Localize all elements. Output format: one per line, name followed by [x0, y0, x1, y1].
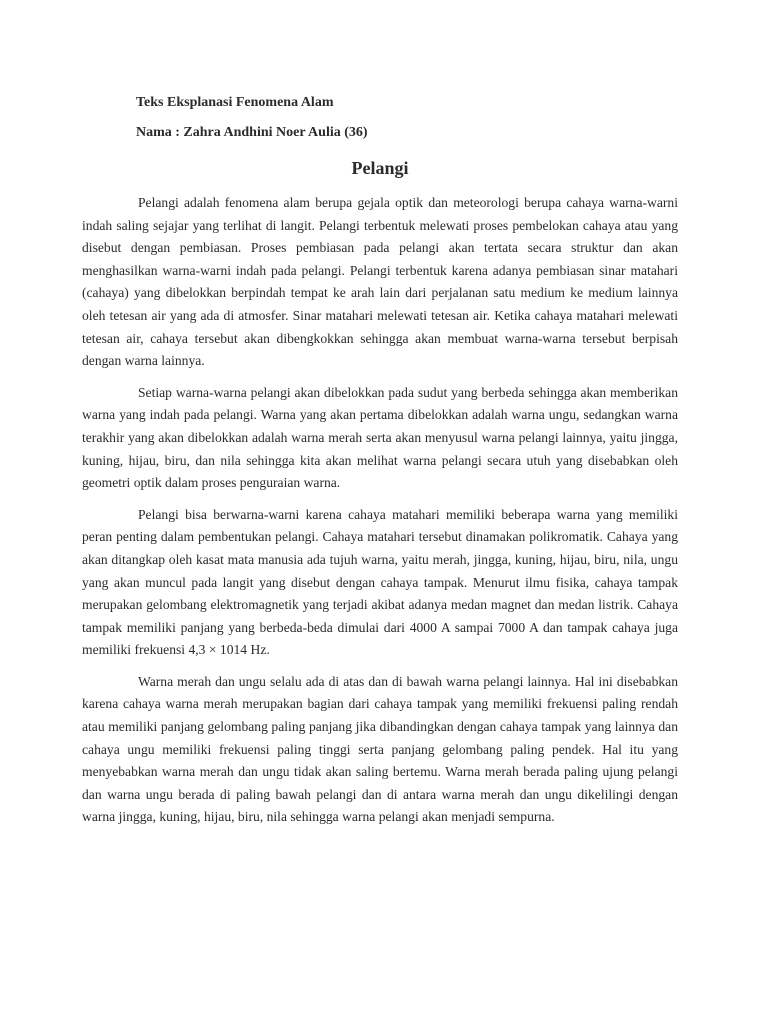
paragraph-4: Warna merah dan ungu selalu ada di atas dan di bawah warna pelangi lainnya. Hal ini disebabkan karena cahaya warna merah merupakan bagian dari cahaya tampak yang memiliki frekuensi paling rendah atau memiliki panjang gelombang paling panjang jika dibandingkan dengan cahaya tampak yang lainnya dan cahaya ungu memiliki frekuensi paling tinggi serta panjang gelombang paling pendek. Hal itu yang menyebabkan warna merah dan ungu tidak akan saling bertemu. Warna merah berada paling ujung pelangi dan warna ungu berada di paling bawah pelangi dan di antara warna merah dan ungu dikelilingi dengan warna jingga, kuning, hijau, biru, nila sehingga warna pelangi akan menjadi sempurna.	[82, 673, 678, 825]
document-body	[82, 92, 678, 838]
document-title: Pelangi	[351, 158, 409, 178]
paragraph-3: Pelangi bisa berwarna-warni karena cahaya matahari memiliki beberapa warna yang memiliki peran penting dalam pembentukan pelangi. Cahaya matahari tersebut dinamakan polikromatik. Cahaya yang akan ditangkap oleh kasat mata manusia ada tujuh warna, yaitu merah, jingga, kuning, hijau, biru, nila, ungu yang akan muncul pada langit yang disebut dengan cahaya tampak. Menurut ilmu fisika, cahaya tampak merupakan gelombang elektromagnetik yang terjadi akibat adanya medan magnet dan medan listrik. Cahaya tampak memiliki panjang yang berbeda-beda dimulai dari 4000 A sampai 7000 A dan tampak cahaya juga memiliki frekuensi 4,3 × 1014 Hz.	[82, 506, 678, 658]
paragraph-1: Pelangi adalah fenomena alam berupa gejala optik dan meteorologi berupa cahaya warna-warni indah saling sejajar yang terlihat di langit. Pelangi terbentuk melewati proses pembelokan cahaya atau yang disebut dengan pembiasan. Proses pembiasan pada pelangi akan tertata secara struktur dan akan menghasilkan warna-warni indah pada pelangi. Pelangi terbentuk karena adanya pembiasan sinar matahari (cahaya) yang dibelokkan berpindah tempat ke arah lain dari perjalanan satu medium ke medium lainnya oleh tetesan air yang ada di atmosfer. Sinar matahari melewati tetesan air. Ketika cahaya matahari melewati tetesan air, cahaya tersebut akan dibengkokkan sehingga akan membuat warna-warna tersebut berpisah dengan warna lainnya.	[82, 195, 678, 369]
document-subject-line: Teks Eksplanasi Fenomena Alam	[136, 95, 334, 110]
author-name-line: Nama : Zahra Andhini Noer Aulia (36)	[136, 125, 368, 140]
paragraph-2: Setiap warna-warna pelangi akan dibelokkan pada sudut yang berbeda sehingga akan memberikan warna yang indah pada pelangi. Warna yang akan pertama dibelokkan adalah warna ungu, sedangkan warna terakhir yang akan dibelokkan adalah warna merah serta akan menyusul warna pelangi lainnya, yaitu jingga, kuning, hijau, biru, dan nila sehingga kita akan melihat warna pelangi secara utuh yang disebabkan oleh geometri optik dalam proses penguraian warna.	[82, 384, 678, 491]
